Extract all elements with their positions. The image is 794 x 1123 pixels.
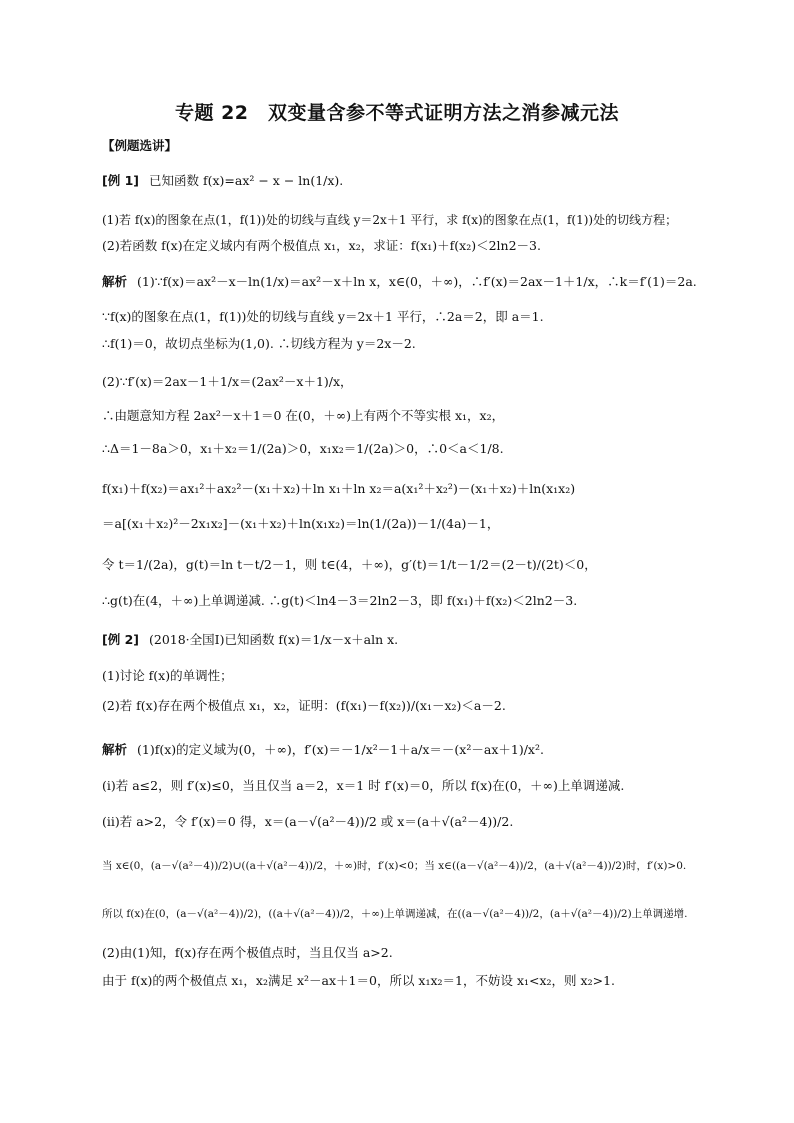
example-1-solution-line-10: ∴g(t)在(4，＋∞)上单调递减. ∴g(t)＜ln4－3＝2ln2－3，即 f(x₁)＋f(x₂)＜2ln2－3. [102,593,578,608]
example-2-solution-line-5: 所以 f(x)在(0，(a－√(a²－4))/2)，((a＋√(a²－4))/2，＋∞)上单调递减，在((a－√(a²－4))/2，(a＋√(a²－4))/2)上单调递增. [102,908,688,920]
example-2-label: [例 2] [102,632,139,647]
example-1-solution-line-9: 令 t＝1/(2a)，g(t)＝ln t－t/2－1，则 t∈(4，＋∞)，g′(t)＝1/t－1/2＝(2－t)/(2t)＜0， [102,557,597,572]
example-1-solution-line-6: ∴Δ＝1－8a＞0，x₁＋x₂＝1/(2a)＞0，x₁x₂＝1/(2a)＞0，∴0＜a＜1/8. [102,441,504,456]
solution-text: (1)f(x)的定义域为(0，＋∞)，f′(x)＝－1/x²－1＋a/x＝－(x²－ax＋1)/x². [137,742,544,757]
example-2-solution-line-1 [102,742,702,758]
example-1-solution-line-3: ∴f(1)＝0，故切点坐标为(1,0). ∴切线方程为 y＝2x－2. [102,336,416,351]
example-2-solution-line-4: 当 x∈(0，(a－√(a²－4))/2)∪((a＋√(a²－4))/2，＋∞)时，f′(x)<0；当 x∈((a－√(a²－4))/2，(a＋√(a²－4))/2)时，f′(x)>0. [102,860,687,872]
example-2-solution-line-6: (2)由(1)知，f(x)存在两个极值点时，当且仅当 a>2. [102,945,393,960]
example-1-label: [例 1] [102,173,139,188]
example-1-stem: 已知函数 f(x)=ax² − x − ln(1/x). [148,173,344,188]
section-heading: 【例题选讲】 [102,138,178,153]
example-2-stem-line [102,632,702,648]
example-2-solution-line-2: (ⅰ)若 a≤2，则 f′(x)≤0，当且仅当 a＝2，x＝1 时 f′(x)＝0，所以 f(x)在(0，＋∞)上单调递减. [102,778,625,793]
example-1-solution-line-1 [102,274,702,290]
example-2-solution-line-7: 由于 f(x)的两个极值点 x₁，x₂满足 x²－ax＋1＝0，所以 x₁x₂＝1，不妨设 x₁<x₂，则 x₂>1. [102,973,615,988]
example-1-solution-line-4: (2)∵f′(x)＝2ax－1＋1/x＝(2ax²－x＋1)/x， [102,374,353,389]
example-2-stem: (2018·全国Ⅰ)已知函数 f(x)＝1/x－x＋aln x. [148,632,399,647]
example-1-question-1: (1)若 f(x)的图象在点(1，f(1))处的切线与直线 y＝2x＋1 平行，求 f(x)的图象在点(1，f(1))处的切线方程； [102,213,678,227]
example-2-question-1: (1)讨论 f(x)的单调性； [102,668,233,683]
example-1-stem-line [102,173,702,189]
example-2-solution-line-3: (ⅱ)若 a>2，令 f′(x)＝0 得，x＝(a－√(a²－4))/2 或 x＝(a＋√(a²－4))/2. [102,814,514,829]
example-1-solution-line-2: ∵f(x)的图象在点(1，f(1))处的切线与直线 y＝2x＋1 平行，∴2a＝2，即 a＝1. [102,309,544,324]
solution-text: (1)∵f(x)＝ax²－x－ln(1/x)＝ax²－x＋ln x，x∈(0，＋∞)，∴f′(x)＝2ax－1＋1/x，∴k＝f′(1)＝2a. [137,274,697,289]
page-title: 专题 22 双变量含参不等式证明方法之消参减元法 [174,102,620,124]
example-1-solution-label: 解析 [102,274,128,289]
example-2-question-2: (2)若 f(x)存在两个极值点 x₁，x₂，证明：(f(x₁)－f(x₂))/(x₁－x₂)＜a－2. [102,698,506,713]
example-1-question-2: (2)若函数 f(x)在定义域内有两个极值点 x₁，x₂，求证：f(x₁)＋f(x₂)＜2ln2－3. [102,238,541,253]
example-1-solution-line-5: ∴由题意知方程 2ax²－x＋1＝0 在(0，＋∞)上有两个不等实根 x₁，x₂， [102,408,505,423]
example-1-solution-line-7: f(x₁)＋f(x₂)＝ax₁²＋ax₂²－(x₁＋x₂)＋ln x₁＋ln x₂＝a(x₁²＋x₂²)－(x₁＋x₂)＋ln(x₁x₂) [102,481,576,496]
example-2-solution-label: 解析 [102,742,128,757]
example-1-solution-line-8: ＝a[(x₁＋x₂)²－2x₁x₂]－(x₁＋x₂)＋ln(x₁x₂)＝ln(1/(2a))－1/(4a)－1， [102,516,500,531]
